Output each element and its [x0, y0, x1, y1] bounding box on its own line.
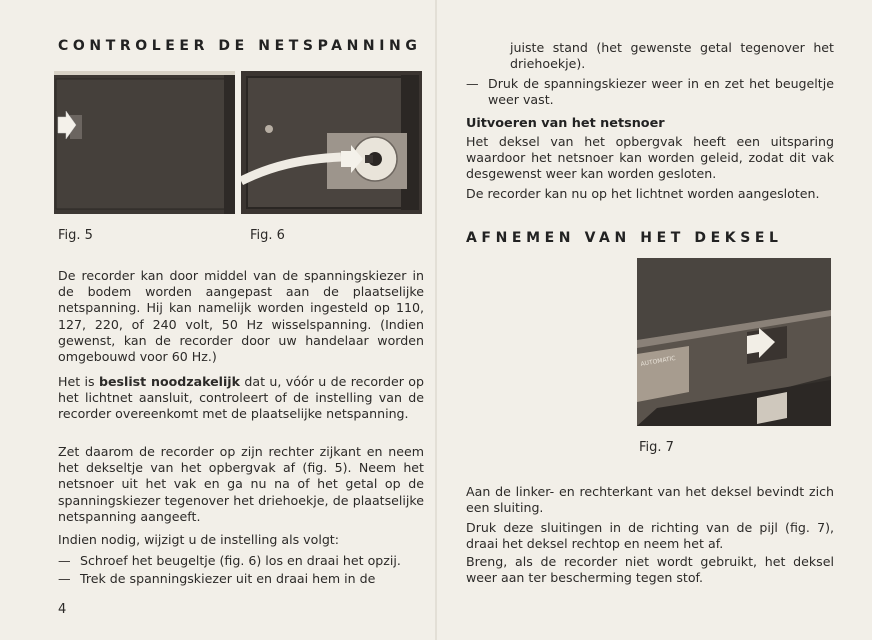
bullet-item-1 — [58, 553, 424, 569]
paragraph-aansluiten: De recorder kan nu op het lichtnet worden aangesloten. — [466, 186, 820, 201]
bullet-item-2 — [58, 571, 424, 587]
dash-3: — — [466, 76, 479, 91]
bullet-3-text: Druk de spanningskiezer weer in en zet het beugeltje weer vast. — [488, 76, 834, 108]
figure-5-photo — [54, 71, 235, 214]
paragraph-spanningskiezer: De recorder kan door middel van de spanningskiezer in de bodem worden aangepast aan de plaatselijke netspanning. Hij kan namelijk worden ingesteld op 110, 127, 220, of 240 volt, 50 Hz wisselspanning. (Indien gewenst, kan de recorder door uw handelaar worden omgebouwd voor 60 Hz.) — [58, 268, 424, 365]
paragraph-uitsparing: Het deksel van het opbergvak heeft een uitsparing waardoor het netsnoer kan worden geleid, zodat dit vak desgewenst weer kan worden gesloten. — [466, 134, 834, 182]
subheading-netsnoer: Uitvoeren van het netsnoer — [466, 116, 665, 131]
fig7-illustration — [637, 258, 831, 426]
fig5-illustration — [54, 71, 235, 214]
paragraph-zet-daarom: Zet daarom de recorder op zijn rechter zijkant en neem het dekseltje van het opbergvak af (fig. 5). Neem het netsnoer uit het vak en ga nu na of het getal op de spanningskiezer tegenover het driehoekje, de plaatselijke netspanning aangeeft. — [58, 444, 424, 524]
section-heading-deksel: AFNEMEN VAN HET DEKSEL — [466, 230, 783, 246]
p2-text-a: Het is — [58, 374, 99, 389]
fig6-caption: Fig. 6 — [250, 228, 285, 243]
continuation-text: juiste stand (het gewenste getal tegenover het driehoekje). — [510, 40, 834, 72]
fig7-caption: Fig. 7 — [639, 440, 674, 455]
dash-1: — — [58, 553, 71, 568]
figure-6-photo — [241, 71, 422, 214]
fig5-caption: Fig. 5 — [58, 228, 93, 243]
bullet-1-text: Schroef het beugeltje (fig. 6) los en draai het opzij. — [80, 553, 401, 568]
bullet-item-3 — [466, 76, 834, 108]
paragraph-sluitingen-indrukken: Druk deze sluitingen in de richting van de pijl (fig. 7), draai het deksel rechtop en neem het af. — [466, 520, 834, 552]
p2-text-b: dat u, vóór u de recorder op het lichtnet aansluit, controleert of de instelling van de recorder overeenkomt met de plaatselijke netspanning. — [58, 374, 424, 422]
paragraph-noodzakelijk — [58, 374, 424, 423]
page-number: 4 — [58, 602, 67, 617]
paragraph-indien-nodig: Indien nodig, wijzigt u de instelling als volgt: — [58, 532, 339, 547]
dash-2: — — [58, 571, 71, 586]
fig7-label: AUTOMATIC — [640, 354, 677, 368]
p2-bold: beslist noodzakelijk — [99, 374, 240, 389]
section-heading-netspanning: CONTROLEER DE NETSPANNING — [58, 38, 422, 54]
paragraph-bescherming: Breng, als de recorder niet wordt gebruikt, het deksel weer aan ter bescherming tegen stof. — [466, 554, 834, 586]
paragraph-sluiting: Aan de linker- en rechterkant van het deksel bevindt zich een sluiting. — [466, 484, 834, 516]
fig6-illustration — [241, 71, 422, 214]
figure-7-photo — [637, 258, 831, 426]
right-page — [436, 0, 872, 640]
bullet-2-text: Trek de spanningskiezer uit en draai hem in de — [80, 571, 376, 586]
